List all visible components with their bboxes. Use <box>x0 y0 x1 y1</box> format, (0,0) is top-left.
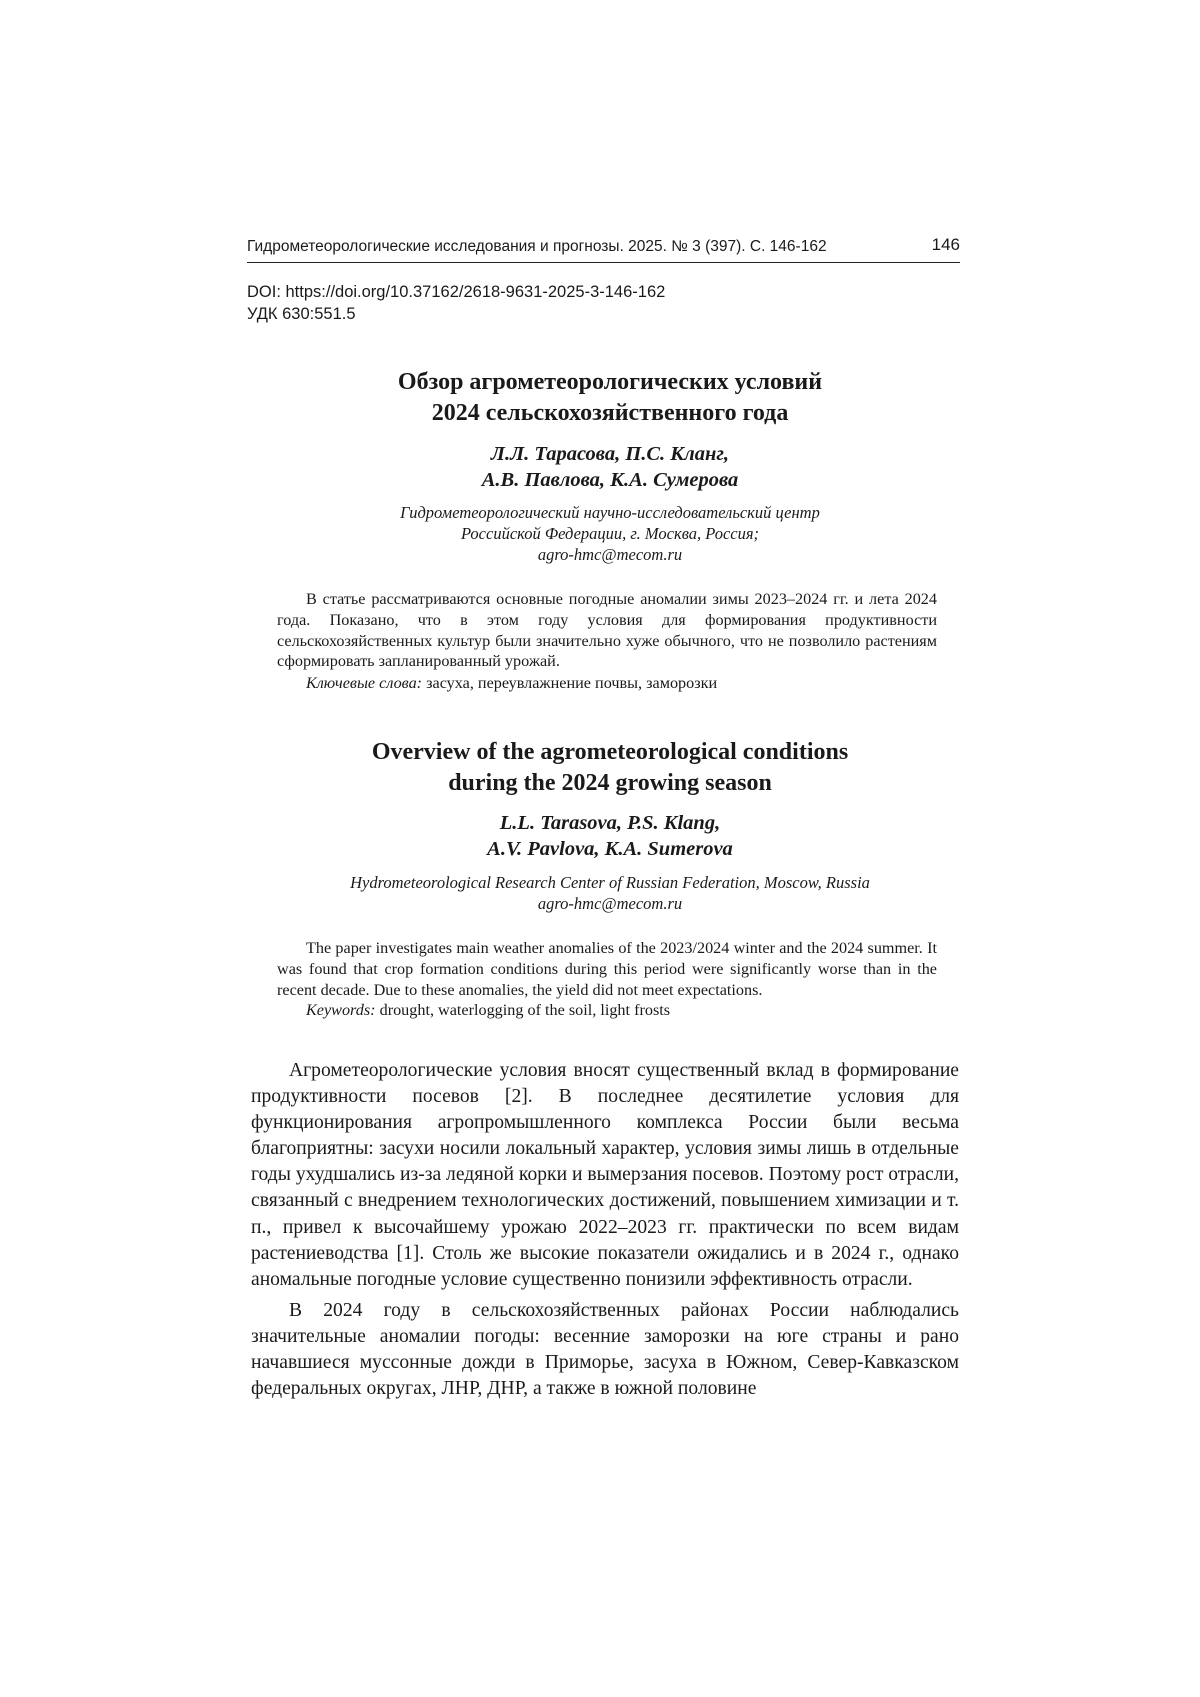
ru-authors-line1: Л.Л. Тарасова, П.С. Кланг, <box>490 443 730 465</box>
ru-affil-line1: Гидрометеорологический научно-исследовательский центр <box>400 503 820 522</box>
en-authors-line2: A.V. Pavlova, K.A. Sumerova <box>487 838 733 860</box>
en-keywords <box>306 1001 670 1020</box>
en-email: agro-hmc@mecom.ru <box>537 894 683 913</box>
ru-title <box>230 367 990 429</box>
ru-affil-line2: Российской Федерации, г. Москва, Россия; <box>460 524 760 543</box>
udk-line: УДК 630:551.5 <box>247 305 356 323</box>
en-authors-line1: L.L. Tarasova, P.S. Klang, <box>499 812 721 834</box>
ru-keywords-label: Ключевые слова: <box>306 674 423 692</box>
en-affiliation <box>230 872 990 914</box>
en-keywords-label: Keywords: <box>306 1001 376 1019</box>
ru-authors-line2: А.В. Павлова, К.А. Сумерова <box>481 469 739 491</box>
ru-title-line1: Обзор агрометеорологических условий <box>397 369 823 395</box>
en-title-line2: during the 2024 growing season <box>448 770 772 796</box>
page-number: 146 <box>931 235 960 254</box>
body-paragraph-2: В 2024 году в сельскохозяйственных районах России наблюдались значительные аномалии погоды: весенние заморозки на юге страны и рано начавшиеся муссонные дожди в Приморье, засуха в Южном, Север-Кавказском федеральных округах, ЛНР, ДНР, а также в южной половине <box>251 1299 959 1400</box>
en-keywords-text: drought, waterlogging of the soil, light frosts <box>375 1001 671 1019</box>
ru-keywords-text: засуха, переувлажнение почвы, заморозки <box>422 674 718 692</box>
en-title <box>230 737 990 799</box>
body-paragraph-1: Агрометеорологические условия вносят существенный вклад в формирование продуктивности посевов [2]. В последнее десятилетие условия для функционирования агропромышленного комплекса России были весьма благоприятны: засухи носили локальный характер, условия зимы лишь в отдельные годы ухудшались из-за ледяной корки и вымерзания посевов. Поэтому рост отрасли, связанный с внедрением технологических достижений, повышением химизации и т. п., привел к высочайшему урожаю 2022–2023 гг. практически по всем видам растениеводства [1]. Столь же высокие показатели ожидались и в 2024 г., однако аномальные погодные условие существенно понизили эффективность отрасли. <box>251 1060 959 1290</box>
en-title-line1: Overview of the agrometeorological conditions <box>371 739 849 765</box>
ru-authors <box>230 441 990 493</box>
ru-keywords <box>306 674 717 693</box>
en-affil-line1: Hydrometeorological Research Center of Russian Federation, Moscow, Russia <box>350 873 870 892</box>
ru-affiliation <box>230 502 990 565</box>
en-authors <box>230 810 990 862</box>
journal-citation: Гидрометеорологические исследования и прогнозы. 2025. № 3 (397). С. 146-162 <box>247 238 827 255</box>
ru-email: agro-hmc@mecom.ru <box>537 545 683 564</box>
ru-abstract: В статье рассматриваются основные погодные аномалии зимы 2023–2024 гг. и лета 2024 года. Показано, что в этом году условия для формирования продуктивности сельскохозяйственных культур были значительно хуже обычного, что не позволило растениям сформировать запланированный урожай. <box>277 590 937 671</box>
main-text <box>251 1058 959 1407</box>
ru-title-line2: 2024 сельскохозяйственного года <box>431 400 789 426</box>
running-header <box>247 236 960 263</box>
doi-line: DOI: https://doi.org/10.37162/2618-9631-2025-3-146-162 <box>247 283 666 301</box>
en-abstract: The paper investigates main weather anomalies of the 2023/2024 winter and the 2024 summer. It was found that crop formation conditions during this period were significantly worse than in the recent decade. Due to these anomalies, the yield did not meet expectations. <box>277 939 937 999</box>
